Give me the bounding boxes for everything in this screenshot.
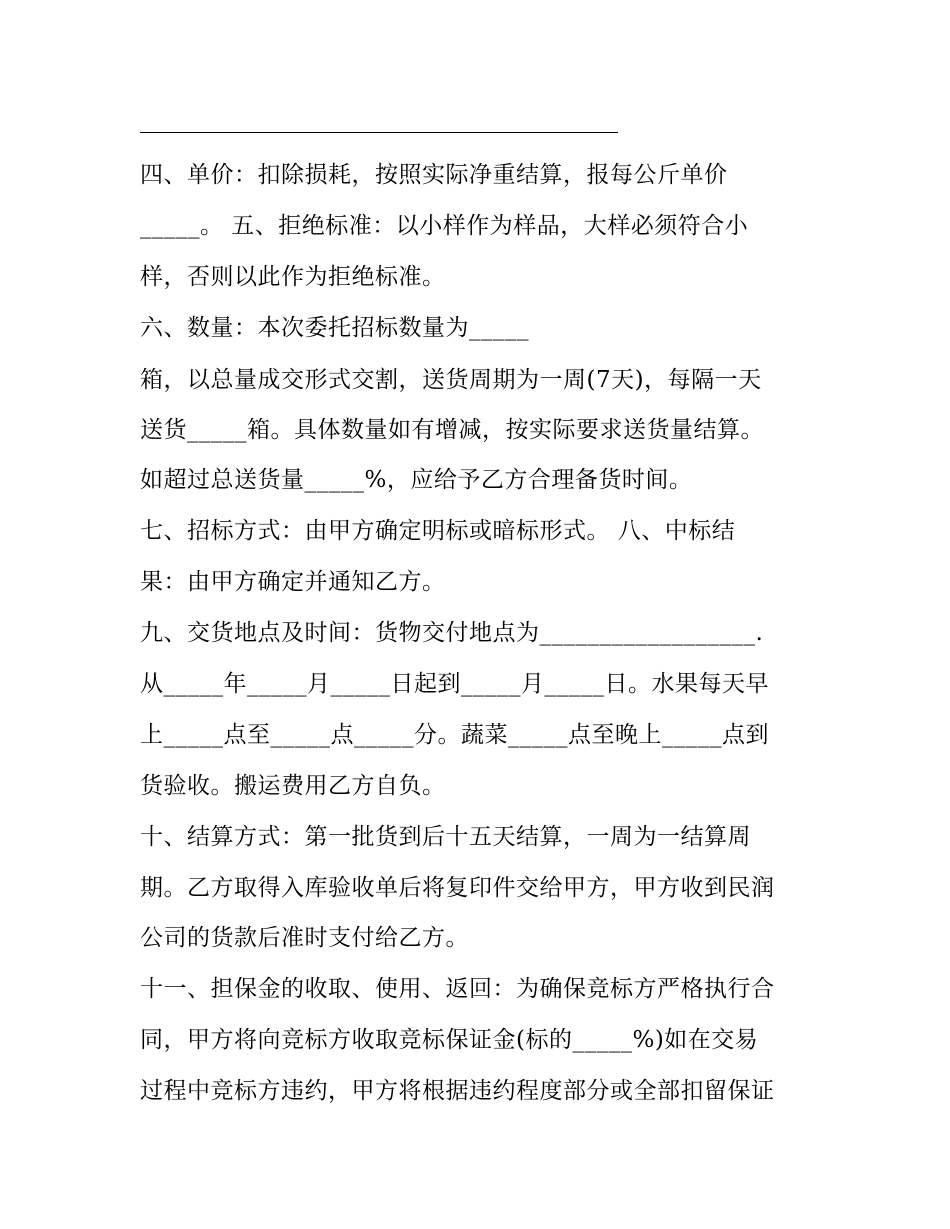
text-line-6: 送货_____箱。具体数量如有增减，按实际要求送货量结算。 — [140, 417, 764, 443]
text-line-3: 样，否则以此作为拒绝标准。 — [140, 264, 446, 290]
text-line-10: 九、交货地点及时间：货物交付地点为__________________. — [140, 620, 764, 646]
top-rule-line — [140, 132, 618, 133]
text-line-7: 如超过总送货量_____%，应给予乙方合理备货时间。 — [140, 467, 693, 493]
text-line-13: 货验收。搬运费用乙方自负。 — [140, 773, 446, 799]
text-line-16: 公司的货款后准时支付给乙方。 — [140, 925, 469, 951]
text-line-14: 十、结算方式：第一批货到后十五天结算，一周为一结算周 — [140, 824, 751, 850]
text-line-1: 四、单价：扣除损耗，按照实际净重结算，报每公斤单价 — [140, 162, 728, 188]
text-line-9: 果：由甲方确定并通知乙方。 — [140, 569, 446, 595]
text-line-5: 箱，以总量成交形式交割，送货周期为一周(7天)，每隔一天 — [140, 367, 762, 393]
text-line-17: 十一、担保金的收取、使用、返回：为确保竞标方严格执行合 — [140, 976, 775, 1002]
text-line-19: 过程中竞标方违约，甲方将根据违约程度部分或全部扣留保证 — [140, 1078, 775, 1104]
text-line-2: _____。 五、拒绝标准：以小样作为样品，大样必须符合小 — [140, 213, 749, 239]
text-line-11: 从_____年_____月_____日起到_____月_____日。水果每天早 — [140, 671, 769, 697]
text-line-4: 六、数量：本次委托招标数量为_____ — [140, 315, 529, 341]
text-line-8: 七、招标方式：由甲方确定明标或暗标形式。 八、中标结 — [140, 518, 736, 544]
text-line-12: 上_____点至_____点_____分。蔬菜_____点至晚上_____点到 — [140, 722, 769, 748]
text-line-15: 期。乙方取得入库验收单后将复印件交给甲方，甲方收到民润 — [140, 875, 775, 901]
text-line-18: 同，甲方将向竞标方收取竞标保证金(标的_____%)如在交易 — [140, 1027, 759, 1053]
